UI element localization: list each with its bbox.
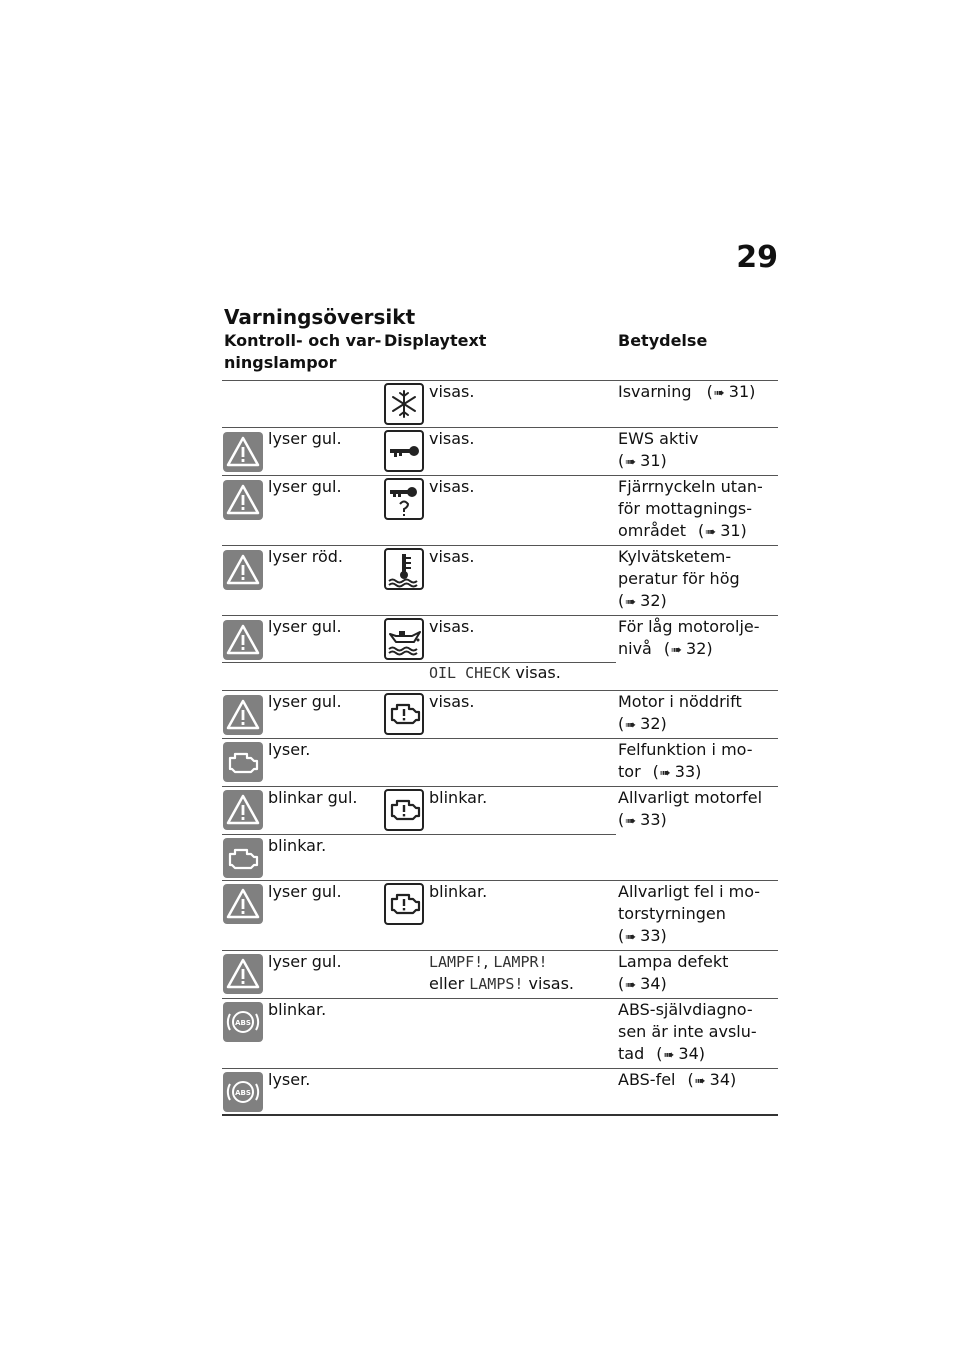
display-text: visas. bbox=[429, 429, 475, 448]
engine-lamp-icon bbox=[223, 742, 263, 782]
coolant-temperature-icon bbox=[384, 548, 424, 590]
general-warning-triangle-icon bbox=[223, 620, 263, 660]
lamp-state: lyser gul. bbox=[268, 952, 342, 971]
lamp-state: lyser röd. bbox=[268, 547, 344, 566]
meaning-line: Allvarligt motorfel bbox=[618, 788, 763, 807]
meaning-text: Allvarligt fel i mo- torstyrningen (➠ 33) bbox=[618, 881, 783, 949]
meaning-line: Fjärrnyckeln utan- bbox=[618, 477, 763, 496]
lamp-state: blinkar. bbox=[268, 1000, 327, 1019]
display-code: OIL CHECK bbox=[429, 664, 511, 682]
header-control-lamps-line1: Kontroll- och var- bbox=[224, 331, 382, 350]
lamp-state: blinkar gul. bbox=[268, 788, 358, 807]
lamp-state: lyser gul. bbox=[268, 882, 342, 901]
snowflake-icon bbox=[384, 383, 424, 425]
meaning-line: EWS aktiv bbox=[618, 429, 699, 448]
ref-arrow-icon: ➠ bbox=[705, 525, 717, 540]
meaning-line: tad bbox=[618, 1044, 645, 1063]
engine-icon bbox=[384, 789, 424, 831]
display-code: LAMPF! bbox=[429, 953, 484, 971]
ref-arrow-icon: ➠ bbox=[663, 1048, 675, 1063]
meaning-text: Kylvätsketem- peratur för hög (➠ 32) bbox=[618, 546, 776, 614]
ref-arrow-icon: ➠ bbox=[625, 978, 637, 993]
general-warning-triangle-icon bbox=[223, 480, 263, 520]
section-title: Varningsöversikt bbox=[224, 305, 416, 329]
display-text: visas. bbox=[515, 663, 561, 682]
meaning-line: Kylvätsketem- bbox=[618, 547, 732, 566]
meaning-text: ABS-självdiagno- sen är inte avslu- tad (➠ 34) bbox=[618, 999, 783, 1067]
meaning-line: för mottagnings- bbox=[618, 499, 752, 518]
page-ref: 34) bbox=[640, 974, 667, 993]
page-ref: 32) bbox=[640, 591, 667, 610]
ref-arrow-icon: ➠ bbox=[625, 455, 637, 470]
ref-arrow-icon: ➠ bbox=[694, 1074, 706, 1089]
meaning-line: tor bbox=[618, 762, 641, 781]
meaning-line: torstyrningen bbox=[618, 904, 726, 923]
ref-arrow-icon: ➠ bbox=[625, 595, 637, 610]
page-ref: 31) bbox=[720, 521, 747, 540]
header-display-text: Displaytext bbox=[384, 331, 487, 350]
ref-arrow-icon: ➠ bbox=[625, 930, 637, 945]
meaning-text: Felfunktion i mo- tor (➠ 33) bbox=[618, 739, 776, 785]
display-text: visas. bbox=[429, 547, 475, 566]
page-number: 29 bbox=[736, 240, 778, 275]
abs-icon bbox=[223, 1072, 263, 1112]
ref-arrow-icon: ➠ bbox=[659, 766, 671, 781]
abs-icon bbox=[223, 1002, 263, 1042]
display-text: visas. bbox=[528, 974, 575, 993]
meaning-line: Allvarligt fel i mo- bbox=[618, 882, 761, 901]
lamp-state: lyser. bbox=[268, 1070, 311, 1089]
page-ref: 33) bbox=[640, 926, 667, 945]
page-ref: 34) bbox=[709, 1070, 737, 1089]
header-control-lamps bbox=[224, 330, 384, 374]
header-meaning: Betydelse bbox=[618, 331, 708, 350]
ref-arrow-icon: ➠ bbox=[671, 643, 683, 658]
page-ref: 32) bbox=[640, 714, 667, 733]
meaning-text: Fjärrnyckeln utan- för mottagnings- området (➠ 31) bbox=[618, 476, 783, 544]
lamp-state: lyser gul. bbox=[268, 429, 342, 448]
meaning-text: Isvarning (➠ 31) bbox=[618, 381, 783, 405]
general-warning-triangle-icon bbox=[223, 790, 263, 830]
oil-can-icon bbox=[384, 618, 424, 660]
meaning-text: Lampa defekt (➠ 34) bbox=[618, 951, 776, 997]
engine-icon bbox=[384, 693, 424, 735]
lamp-state: blinkar. bbox=[268, 836, 327, 855]
meaning-line: Felfunktion i mo- bbox=[618, 740, 753, 759]
meaning-text: EWS aktiv (➠ 31) bbox=[618, 428, 776, 474]
page-ref: 31) bbox=[728, 382, 756, 401]
ref-arrow-icon: ➠ bbox=[625, 814, 637, 829]
page-ref: 33) bbox=[640, 810, 667, 829]
lamp-state: lyser gul. bbox=[268, 477, 342, 496]
general-warning-triangle-icon bbox=[223, 884, 263, 924]
display-text: visas. bbox=[429, 382, 475, 401]
meaning-line: ABS-självdiagno- bbox=[618, 1000, 753, 1019]
page-ref: 33) bbox=[674, 762, 702, 781]
ref-arrow-icon: ➠ bbox=[713, 386, 725, 401]
display-text: visas. bbox=[429, 692, 475, 711]
meaning-line: peratur för hög bbox=[618, 569, 740, 588]
meaning-line: sen är inte avslu- bbox=[618, 1022, 757, 1041]
lamp-state: lyser gul. bbox=[268, 692, 342, 711]
display-alt-text bbox=[429, 662, 561, 684]
meaning-text: Motor i nöddrift (➠ 32) bbox=[618, 691, 776, 737]
header-control-lamps-line2: ningslampor bbox=[224, 353, 337, 372]
separator: , bbox=[483, 952, 489, 971]
general-warning-triangle-icon bbox=[223, 432, 263, 472]
display-text bbox=[429, 951, 609, 995]
svg-text:ABS: ABS bbox=[235, 1019, 251, 1027]
general-warning-triangle-icon bbox=[223, 550, 263, 590]
general-warning-triangle-icon bbox=[223, 695, 263, 735]
page-ref: 31) bbox=[640, 451, 667, 470]
display-text: blinkar. bbox=[429, 788, 488, 807]
meaning-text: ABS-fel (➠ 34) bbox=[618, 1069, 783, 1093]
meaning-line: ABS-fel bbox=[618, 1070, 676, 1089]
display-code: LAMPS! bbox=[469, 975, 524, 993]
display-text: blinkar. bbox=[429, 882, 488, 901]
key-question-icon bbox=[384, 478, 424, 520]
meaning-line: Lampa defekt bbox=[618, 952, 729, 971]
lamp-state: lyser. bbox=[268, 740, 311, 759]
page-ref: 32) bbox=[686, 639, 713, 658]
engine-lamp-icon bbox=[223, 838, 263, 878]
key-icon bbox=[384, 430, 424, 472]
general-warning-triangle-icon bbox=[223, 954, 263, 994]
page-ref: 34) bbox=[678, 1044, 705, 1063]
meaning-line: Isvarning bbox=[618, 382, 692, 401]
display-code: LAMPR! bbox=[493, 953, 548, 971]
meaning-text: För låg motorolje- nivå (➠ 32) bbox=[618, 616, 783, 662]
svg-text:ABS: ABS bbox=[235, 1089, 251, 1097]
ref-arrow-icon: ➠ bbox=[625, 718, 637, 733]
meaning-line: Motor i nöddrift bbox=[618, 692, 742, 711]
table-bottom-rule bbox=[222, 1114, 778, 1116]
meaning-line: För låg motorolje- bbox=[618, 617, 760, 636]
display-text: visas. bbox=[429, 477, 475, 496]
display-text: eller bbox=[429, 974, 465, 993]
lamp-state: lyser gul. bbox=[268, 617, 342, 636]
meaning-line: nivå bbox=[618, 639, 652, 658]
meaning-line: området bbox=[618, 521, 687, 540]
engine-icon bbox=[384, 883, 424, 925]
display-text: visas. bbox=[429, 617, 475, 636]
meaning-text: Allvarligt motorfel (➠ 33) bbox=[618, 787, 783, 833]
